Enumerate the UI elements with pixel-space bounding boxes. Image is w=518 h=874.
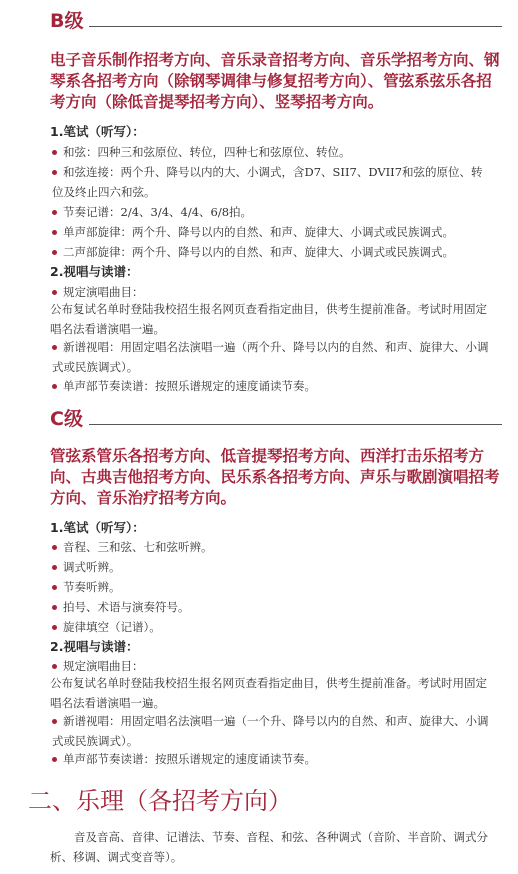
list-item: 单声部节奏读谱：按照乐谱规定的速度诵读节奏。 bbox=[52, 376, 492, 396]
list-item: 节奏听辨。 bbox=[52, 577, 492, 597]
level-b-directions: 电子音乐制作招考方向、音乐录音招考方向、音乐学招考方向、钢琴系各招考方向（除钢琴调律与修复招考方向）、管弦系弦乐各招考方向（除低音提琴招考方向）、竖琴招考方向。 bbox=[50, 51, 500, 111]
list-item: 和弦：四种三和弦原位、转位，四种七和弦原位、转位。 bbox=[52, 142, 492, 162]
level-c-header bbox=[50, 408, 502, 430]
bullet-dot-icon bbox=[52, 625, 57, 630]
bullet-dot-icon bbox=[52, 150, 57, 155]
bullet-dot-icon bbox=[52, 664, 57, 669]
bullet-dot-icon bbox=[52, 757, 57, 762]
bullet-dot-icon bbox=[52, 290, 57, 295]
bullet-dot-icon bbox=[52, 545, 57, 550]
level-c-sight-heading: 2.视唱与读谱： bbox=[50, 639, 139, 654]
bullet-dot-icon bbox=[52, 345, 57, 350]
level-c-title: C级 bbox=[50, 408, 83, 430]
bullet-dot-icon bbox=[52, 210, 57, 215]
list-item: 二声部旋律：两个升、降号以内的自然、和声、旋律大、小调式或民族调式。 bbox=[52, 242, 492, 262]
list-item: 音程、三和弦、七和弦听辨。 bbox=[52, 537, 492, 557]
list-item: 节奏记谱：2/4、3/4、4/4、6/8拍。 bbox=[52, 202, 492, 222]
theory-paragraph: 音及音高、音律、记谱法、节奏、音程、和弦、各种调式（音阶、半音阶、调式分析、移调、调式变音等）。 bbox=[50, 830, 488, 864]
list-item: 单声部节奏读谱：按照乐谱规定的速度诵读节奏。 bbox=[52, 749, 492, 769]
bullet-dot-icon bbox=[52, 384, 57, 389]
bullet-dot-icon bbox=[52, 585, 57, 590]
level-c-written-heading: 1.笔试（听写）： bbox=[50, 520, 145, 535]
level-b-sight-paragraph: 公布复试名单时登陆我校招生报名网页查看指定曲目，供考生提前准备。考试时用固定唱名法看谱演唱一遍。 bbox=[50, 302, 487, 336]
list-item: 新谱视唱：用固定唱名法演唱一遍（两个升、降号以内的自然、和声、旋律大、小调式或民族调式）。 bbox=[52, 340, 489, 374]
bullet-dot-icon bbox=[52, 170, 57, 175]
bullet-dot-icon bbox=[52, 719, 57, 724]
level-b-header bbox=[50, 10, 502, 32]
bullet-dot-icon bbox=[52, 250, 57, 255]
list-item: 规定演唱曲目： bbox=[52, 282, 492, 302]
bullet-dot-icon bbox=[52, 565, 57, 570]
list-item: 新谱视唱：用固定唱名法演唱一遍（一个升、降号以内的自然、和声、旋律大、小调式或民族调式）。 bbox=[52, 714, 489, 748]
list-item: 拍号、术语与演奏符号。 bbox=[52, 597, 492, 617]
list-item: 旋律填空（记谱）。 bbox=[52, 617, 492, 637]
list-item: 规定演唱曲目： bbox=[52, 656, 492, 676]
level-c-directions: 管弦系管乐各招考方向、低音提琴招考方向、西洋打击乐招考方向、古典吉他招考方向、民乐系各招考方向、声乐与歌剧演唱招考方向、音乐治疗招考方向。 bbox=[50, 447, 500, 507]
level-c-rule bbox=[89, 424, 502, 425]
level-b-rule bbox=[89, 26, 502, 27]
bullet-dot-icon bbox=[52, 605, 57, 610]
list-item: 和弦连接：两个升、降号以内的大、小调式，含D7、SII7、DVII7和弦的原位、转位及终止四六和弦。 bbox=[52, 165, 483, 199]
level-b-title: B级 bbox=[50, 10, 84, 32]
list-item: 单声部旋律：两个升、降号以内的自然、和声、旋律大、小调式或民族调式。 bbox=[52, 222, 492, 242]
level-b-written-heading: 1.笔试（听写）： bbox=[50, 124, 145, 139]
theory-section-title: 二、乐理（各招考方向） bbox=[28, 787, 292, 815]
bullet-dot-icon bbox=[52, 230, 57, 235]
level-c-sight-paragraph: 公布复试名单时登陆我校招生报名网页查看指定曲目，供考生提前准备。考试时用固定唱名法看谱演唱一遍。 bbox=[50, 676, 487, 710]
list-item: 调式听辨。 bbox=[52, 557, 492, 577]
level-b-sight-heading: 2.视唱与读谱： bbox=[50, 264, 139, 279]
